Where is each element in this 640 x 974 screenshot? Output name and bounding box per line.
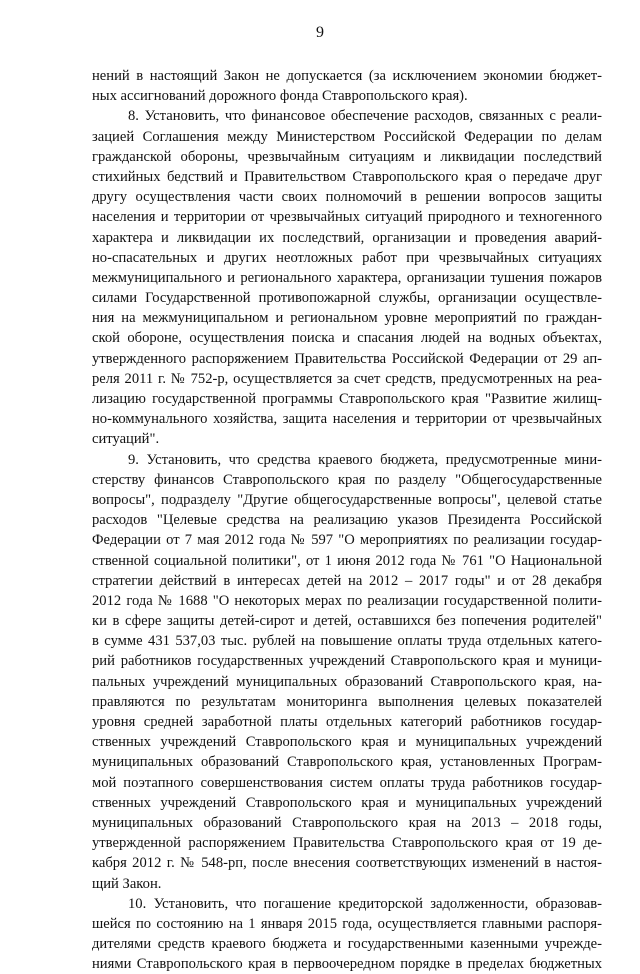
text-line: реля 2011 г. № 752-р, осуществляется за счет средств, предусмотренных на реа- xyxy=(92,370,602,387)
text-line: межмуниципального и регионального характера, организации тушения пожаров xyxy=(92,269,602,286)
text-line: вопросы", подразделу "Другие общегосударственные вопросы", целевой статье xyxy=(92,491,602,508)
text-line: ситуаций". xyxy=(92,431,160,448)
text-line: ки в сфере защиты детей-сирот и детей, оставшихся без попечения родителей" xyxy=(92,613,602,630)
text-line: уровня средней заработной платы отдельных категорий работников государ- xyxy=(92,714,602,730)
text-line: в сумме 431 537,03 тыс. рублей на повышение оплаты труда отдельных катего- xyxy=(92,633,602,650)
text-line: ниями Ставропольского края в первоочередном порядке в пределах бюджетных xyxy=(92,956,602,973)
text-line: 10. Установить, что погашение кредиторской задолженности, образовав- xyxy=(128,895,602,912)
text-line: стихийных бедствий и Правительством Ставропольского края о передаче друг xyxy=(92,168,602,185)
text-line: ния на межмуниципальном и региональном уровне мероприятий по граждан- xyxy=(92,310,602,327)
text-line: 2012 года № 1688 "О некоторых мерах по реализации государственной полити- xyxy=(92,592,602,609)
text-line: населения и территории от чрезвычайных ситуаций природного и техногенного xyxy=(92,209,602,226)
text-line: но-спасательных и других неотложных работ при чрезвычайных ситуациях xyxy=(92,249,602,266)
text-line: ных ассигнований дорожного фонда Ставропольского края). xyxy=(92,88,468,105)
page-number: 9 xyxy=(316,24,324,41)
text-line: силами Государственной противопожарной службы, организации осуществле- xyxy=(92,290,602,307)
text-line: кабря 2012 г. № 548-рп, после внесения соответствующих изменений в настоя- xyxy=(92,855,602,872)
text-line: 8. Установить, что финансовое обеспечение расходов, связанных с реали- xyxy=(128,108,602,125)
text-line: гражданской обороны, чрезвычайным ситуациям и ликвидации последствий xyxy=(92,148,602,165)
text-line: ственных учреждений Ставропольского края и муниципальных учреждений xyxy=(92,734,602,751)
text-line: лизацию государственной программы Ставропольского края "Развитие жилищ- xyxy=(92,391,602,407)
text-line: ской обороне, осуществления поиска и спасания людей на водных объектах, xyxy=(92,330,602,347)
text-line: ственных учреждений Ставропольского края и муниципальных учреждений xyxy=(92,794,602,811)
text-line: расходов "Целевые средства на реализацию указов Президента Российской xyxy=(92,512,602,529)
text-line: мой поэтапного совершенствования систем оплаты труда работников государ- xyxy=(92,774,602,791)
text-line: утвержденной распоряжением Правительства Ставропольского края от 19 де- xyxy=(92,835,602,852)
text-line: 9. Установить, что средства краевого бюджета, предусмотренные мини- xyxy=(128,451,602,468)
text-line: ственной социальной политики", от 1 июня 2012 года № 761 "О Национальной xyxy=(92,552,602,569)
text-line: муниципальных образований Ставропольского края, установленных Програм- xyxy=(92,754,602,771)
text-line: другу осуществления части своих полномочий в решении вопросов защиты xyxy=(92,189,602,206)
text-line: рий работников государственных учреждений Ставропольского края и муници- xyxy=(92,653,602,670)
text-line: стратегии действий в интересах детей на 2012 – 2017 годы" и от 28 декабря xyxy=(92,572,602,589)
text-line: дителями средств краевого бюджета и государственными казенными учрежде- xyxy=(92,936,602,953)
text-line: стерству финансов Ставропольского края по разделу "Общегосударственные xyxy=(92,471,602,488)
text-line: нений в настоящий Закон не допускается (за исключением экономии бюджет- xyxy=(92,68,602,84)
text-line: но-коммунального хозяйства, защита населения и территории от чрезвычайных xyxy=(92,411,602,428)
text-line: муниципальных образований Ставропольского края на 2013 – 2018 годы, xyxy=(92,814,602,831)
text-line: щий Закон. xyxy=(92,875,162,892)
text-line: Федерации от 7 мая 2012 года № 597 "О мероприятиях по реализации государ- xyxy=(92,532,602,549)
text-line: утвержденного распоряжением Правительства Российской Федерации от 29 ап- xyxy=(92,350,602,367)
document-body xyxy=(92,66,602,974)
text-line: правляются по результатам мониторинга выполнения целевых показателей xyxy=(92,693,602,710)
text-line: шейся по состоянию на 1 января 2015 года, осуществляется главными распоря- xyxy=(92,915,602,932)
text-line: пальных учреждений муниципальных образований Ставропольского края, на- xyxy=(92,673,602,690)
text-line: характера и ликвидации их последствий, организации и проведения аварий- xyxy=(92,229,602,246)
text-line: зацией Соглашения между Министерством Российской Федерации по делам xyxy=(92,128,602,145)
